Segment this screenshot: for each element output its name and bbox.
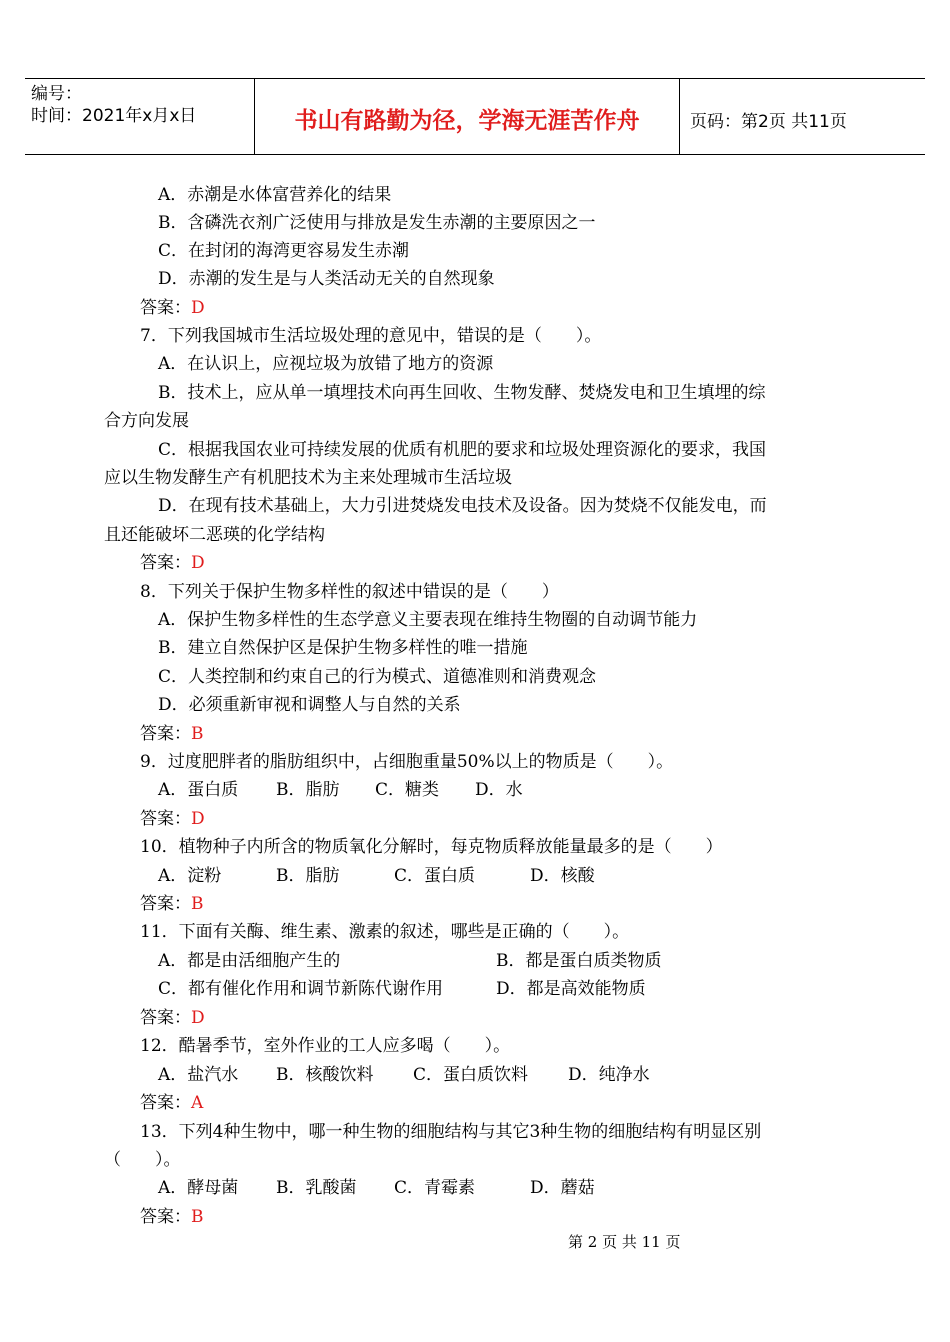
answer-value: D — [191, 809, 205, 829]
answer-line: 答案：D — [140, 1008, 205, 1028]
option-line: D．在现有技术基础上，大力引进焚烧发电技术及设备。因为焚烧不仅能发电，而 — [158, 496, 767, 516]
answer-value: A — [191, 1093, 204, 1113]
question-8: 8．下列关于保护生物多样性的叙述中错误的是（ ） — [140, 582, 559, 602]
question-13-cont: （ ）。 — [104, 1150, 181, 1170]
option-line: A．在认识上，应视垃圾为放错了地方的资源 — [158, 354, 494, 374]
option: A．酵母菌 — [158, 1178, 239, 1198]
option: D．水 — [475, 780, 523, 800]
option: A．盐汽水 — [158, 1065, 239, 1085]
option: B．都是蛋白质类物质 — [496, 951, 662, 971]
option: B．乳酸菌 — [276, 1178, 357, 1198]
question-7: 7．下列我国城市生活垃圾处理的意见中，错误的是（ ）。 — [140, 326, 602, 346]
answer-line: 答案：D — [140, 298, 205, 318]
page-header — [25, 78, 925, 155]
question-12: 12．酷暑季节，室外作业的工人应多喝（ ）。 — [140, 1036, 511, 1056]
answer-line: 答案：B — [140, 1207, 204, 1227]
option-line: A．赤潮是水体富营养化的结果 — [158, 185, 392, 205]
answer-value: B — [191, 894, 204, 914]
option-line: B．技术上，应从单一填埋技术向再生回收、生物发酵、焚烧发电和卫生填埋的综 — [158, 383, 766, 403]
option: B．脂肪 — [276, 780, 340, 800]
question-9: 9．过度肥胖者的脂肪组织中，占细胞重量50%以上的物质是（ ）。 — [140, 752, 674, 772]
answer-line: 答案：B — [140, 894, 204, 914]
option: B．核酸饮料 — [276, 1065, 374, 1085]
option-line-cont: 应以生物发酵生产有机肥技术为主来处理城市生活垃圾 — [104, 468, 512, 488]
option-line: C．人类控制和约束自己的行为模式、道德准则和消费观念 — [158, 667, 597, 687]
option-line: B．建立自然保护区是保护生物多样性的唯一措施 — [158, 638, 528, 658]
option-line-cont: 且还能破坏二恶瑛的化学结构 — [104, 525, 325, 545]
header-left-cell — [25, 79, 254, 154]
option-line-cont: 合方向发展 — [104, 411, 189, 431]
option: D．核酸 — [530, 866, 595, 886]
option: A．都是由活细胞产生的 — [158, 951, 341, 971]
answer-line: 答案：B — [140, 724, 204, 744]
answer-value: D — [191, 298, 205, 318]
option: C．青霉素 — [394, 1178, 476, 1198]
option-line: D．赤潮的发生是与人类活动无关的自然现象 — [158, 269, 495, 289]
option: A．蛋白质 — [158, 780, 239, 800]
answer-value: D — [191, 1008, 205, 1028]
question-13: 13．下列4种生物中，哪一种生物的细胞结构与其它3种生物的细胞结构有明显区别 — [140, 1122, 762, 1142]
answer-value: D — [191, 553, 205, 573]
option: D．纯净水 — [568, 1065, 650, 1085]
option-line: C．在封闭的海湾更容易发生赤潮 — [158, 241, 410, 261]
option: C．都有催化作用和调节新陈代谢作用 — [158, 979, 444, 999]
question-10: 10．植物种子内所含的物质氧化分解时，每克物质释放能量最多的是（ ） — [140, 837, 723, 857]
header-motto: 书山有路勤为径，学海无涯苦作舟 — [254, 79, 680, 154]
answer-value: B — [191, 1207, 204, 1227]
question-11: 11．下面有关酶、维生素、激素的叙述，哪些是正确的（ ）。 — [140, 922, 630, 942]
answer-value: B — [191, 724, 204, 744]
answer-line: 答案：D — [140, 553, 205, 573]
option-line: C．根据我国农业可持续发展的优质有机肥的要求和垃圾处理资源化的要求，我国 — [158, 440, 767, 460]
number-label: 编号： — [31, 84, 82, 104]
option: A．淀粉 — [158, 866, 222, 886]
option-line: B．含磷洗衣剂广泛使用与排放是发生赤潮的主要原因之一 — [158, 213, 596, 233]
answer-line: 答案：D — [140, 809, 205, 829]
option: B．脂肪 — [276, 866, 340, 886]
page-footer: 第 2 页 共 11 页 — [568, 1233, 681, 1251]
time-label: 时间：2021年x月x日 — [31, 106, 197, 126]
option: C．蛋白质饮料 — [413, 1065, 529, 1085]
option: C．蛋白质 — [394, 866, 476, 886]
option-line: A．保护生物多样性的生态学意义主要表现在维持生物圈的自动调节能力 — [158, 610, 698, 630]
option: D．蘑菇 — [530, 1178, 595, 1198]
option: C．糖类 — [375, 780, 440, 800]
header-page-info: 页码：第2页 共11页 — [690, 112, 847, 132]
answer-line: 答案：A — [140, 1093, 204, 1113]
option-line: D．必须重新审视和调整人与自然的关系 — [158, 695, 461, 715]
option: D．都是高效能物质 — [496, 979, 646, 999]
